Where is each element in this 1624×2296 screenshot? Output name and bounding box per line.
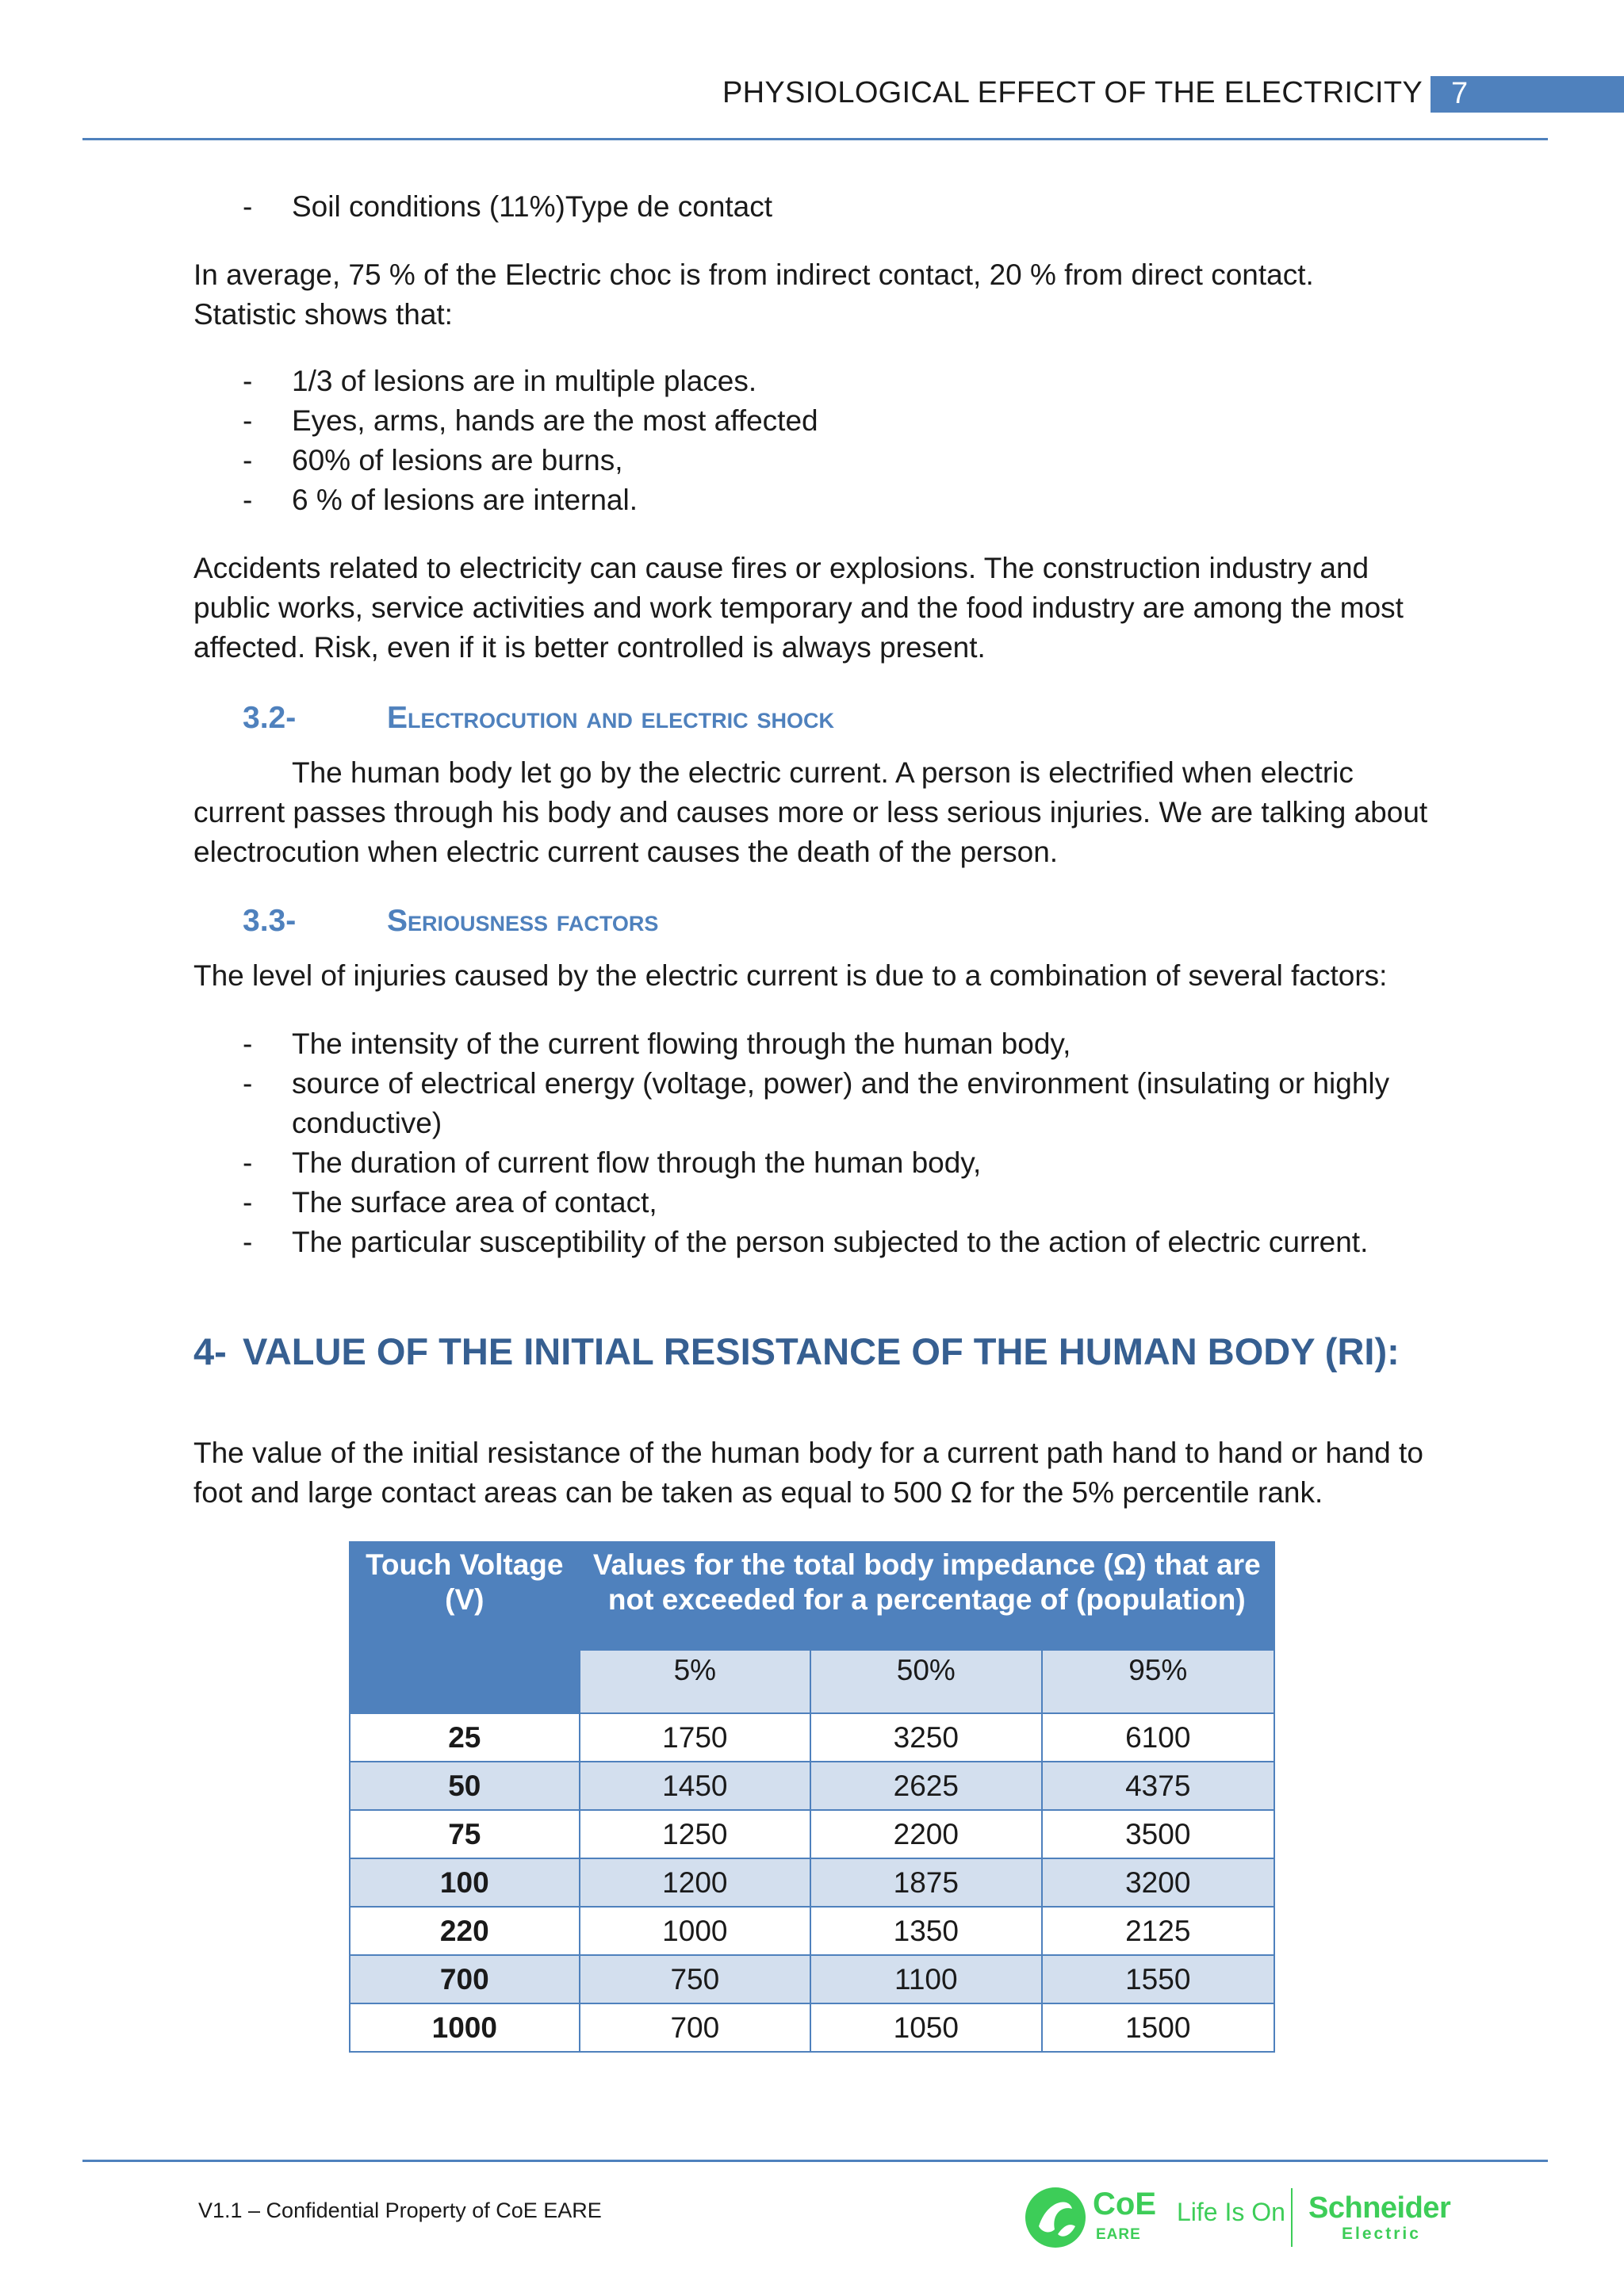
column-header-p95: 95% [1042, 1650, 1274, 1713]
cell-p95: 3500 [1042, 1810, 1274, 1858]
header-title: PHYSIOLOGICAL EFFECT OF THE ELECTRICITY [722, 76, 1423, 109]
section-title: Electrocution and electric shock [387, 701, 835, 735]
footer-logos [1023, 2182, 1467, 2261]
paragraph-average: In average, 75 % of the Electric choc is from indirect contact, 20 % from direct contact. Statistic shows that: [193, 258, 1314, 331]
page-number: 7 [1451, 77, 1469, 110]
coe-logo-icon [1023, 2185, 1088, 2250]
bullet-dash: - [243, 404, 253, 437]
list-item-text: 6 % of lesions are internal. [292, 484, 638, 516]
cell-voltage: 25 [350, 1713, 580, 1762]
bullet-dash: - [243, 1186, 253, 1219]
cell-p95: 4375 [1042, 1762, 1274, 1810]
cell-p50: 2625 [810, 1762, 1041, 1810]
footer-divider [82, 2160, 1548, 2162]
column-header-p5: 5% [580, 1650, 810, 1713]
bullet-dash: - [243, 1146, 253, 1179]
table-row [350, 1810, 1274, 1858]
list-item-text: Soil conditions (11%)Type de contact [292, 190, 773, 223]
bullet-dash: - [243, 1067, 253, 1100]
table-row [350, 1713, 1274, 1762]
table-row [350, 1907, 1274, 1955]
eare-logo-text: EARE [1096, 2226, 1141, 2243]
paragraph-accidents: Accidents related to electricity can cause fires or explosions. The construction industry and public works, service activities and work temporary and the food industry are among the most affected. Risk, even if it is better controlled is always present. [193, 552, 1404, 664]
cell-voltage: 100 [350, 1858, 580, 1907]
cell-voltage: 1000 [350, 2003, 580, 2052]
table-row [350, 1858, 1274, 1907]
section-number: 3.2- [243, 701, 297, 735]
header-divider [82, 138, 1548, 140]
cell-p95: 3200 [1042, 1858, 1274, 1907]
cell-p50: 1100 [810, 1955, 1041, 2003]
cell-p50: 3250 [810, 1713, 1041, 1762]
life-is-on-tagline: Life Is On [1177, 2198, 1285, 2226]
cell-p5: 1200 [580, 1858, 810, 1907]
list-item-text: The duration of current flow through the human body, [292, 1146, 982, 1179]
schneider-logo-text: Schneider [1308, 2191, 1451, 2225]
cell-voltage: 75 [350, 1810, 580, 1858]
list-item-text: The intensity of the current flowing through the human body, [292, 1027, 1071, 1060]
electric-logo-text: Electric [1342, 2225, 1421, 2243]
cell-voltage: 700 [350, 1955, 580, 2003]
section-3-3-body: The level of injuries caused by the electric current is due to a combination of several factors: [193, 959, 1388, 992]
column-header-p50: 50% [810, 1650, 1041, 1713]
table-row [350, 1955, 1274, 2003]
column-header-voltage: Touch Voltage (V) [350, 1542, 580, 1713]
cell-p95: 1550 [1042, 1955, 1274, 2003]
list-item-text: The surface area of contact, [292, 1186, 657, 1219]
bullet-dash: - [243, 1226, 253, 1258]
section-title: Seriousness factors [387, 904, 659, 938]
list-item-text: The particular susceptibility of the person subjected to the action of electric current. [292, 1226, 1369, 1258]
table-row [350, 1762, 1274, 1810]
list-item-text: source of electrical energy (voltage, power) and the environment (insulating or highly conductive) [292, 1067, 1390, 1139]
logo-separator [1291, 2188, 1293, 2247]
cell-p5: 1750 [580, 1713, 810, 1762]
cell-p5: 700 [580, 2003, 810, 2052]
list-item-text: 1/3 of lesions are in multiple places. [292, 365, 757, 397]
page-header [0, 0, 1624, 143]
coe-logo-text: CoE [1093, 2187, 1156, 2221]
cell-p95: 1500 [1042, 2003, 1274, 2052]
bullet-dash: - [243, 190, 253, 223]
list-item-text: 60% of lesions are burns, [292, 444, 623, 476]
cell-p5: 750 [580, 1955, 810, 2003]
list-item-text: Eyes, arms, hands are the most affected [292, 404, 818, 437]
table-row [350, 2003, 1274, 2052]
bullet-dash: - [243, 444, 253, 476]
cell-p50: 2200 [810, 1810, 1041, 1858]
section-number: 3.3- [243, 904, 297, 938]
cell-p5: 1000 [580, 1907, 810, 1955]
footer-confidential-note: V1.1 – Confidential Property of CoE EARE [198, 2198, 602, 2222]
bullet-dash: - [243, 1027, 253, 1060]
cell-p50: 1875 [810, 1858, 1041, 1907]
cell-voltage: 50 [350, 1762, 580, 1810]
section-3-2-body: The human body let go by the electric current. A person is electrified when electric current passes through his body and causes more or less serious injuries. We are talking about electrocution when electric current causes the death of the person. [193, 756, 1428, 868]
column-header-impedance: Values for the total body impedance (Ω) that are not exceeded for a percentage of (population) [580, 1542, 1274, 1650]
cell-p95: 2125 [1042, 1907, 1274, 1955]
cell-p5: 1250 [580, 1810, 810, 1858]
cell-p50: 1050 [810, 2003, 1041, 2052]
cell-p5: 1450 [580, 1762, 810, 1810]
bullet-dash: - [243, 484, 253, 516]
cell-p50: 1350 [810, 1907, 1041, 1955]
section-title: VALUE OF THE INITIAL RESISTANCE OF THE HUMAN BODY (RI): [243, 1330, 1400, 1372]
cell-voltage: 220 [350, 1907, 580, 1955]
cell-p95: 6100 [1042, 1713, 1274, 1762]
section-number: 4- [193, 1330, 227, 1372]
impedance-table [349, 1541, 1275, 2053]
table-header-row [350, 1542, 1274, 1650]
bullet-dash: - [243, 365, 253, 397]
section-4-body: The value of the initial resistance of the human body for a current path hand to hand or hand to foot and large contact areas can be taken as equal to 500 Ω for the 5% percentile rank. [193, 1437, 1423, 1509]
